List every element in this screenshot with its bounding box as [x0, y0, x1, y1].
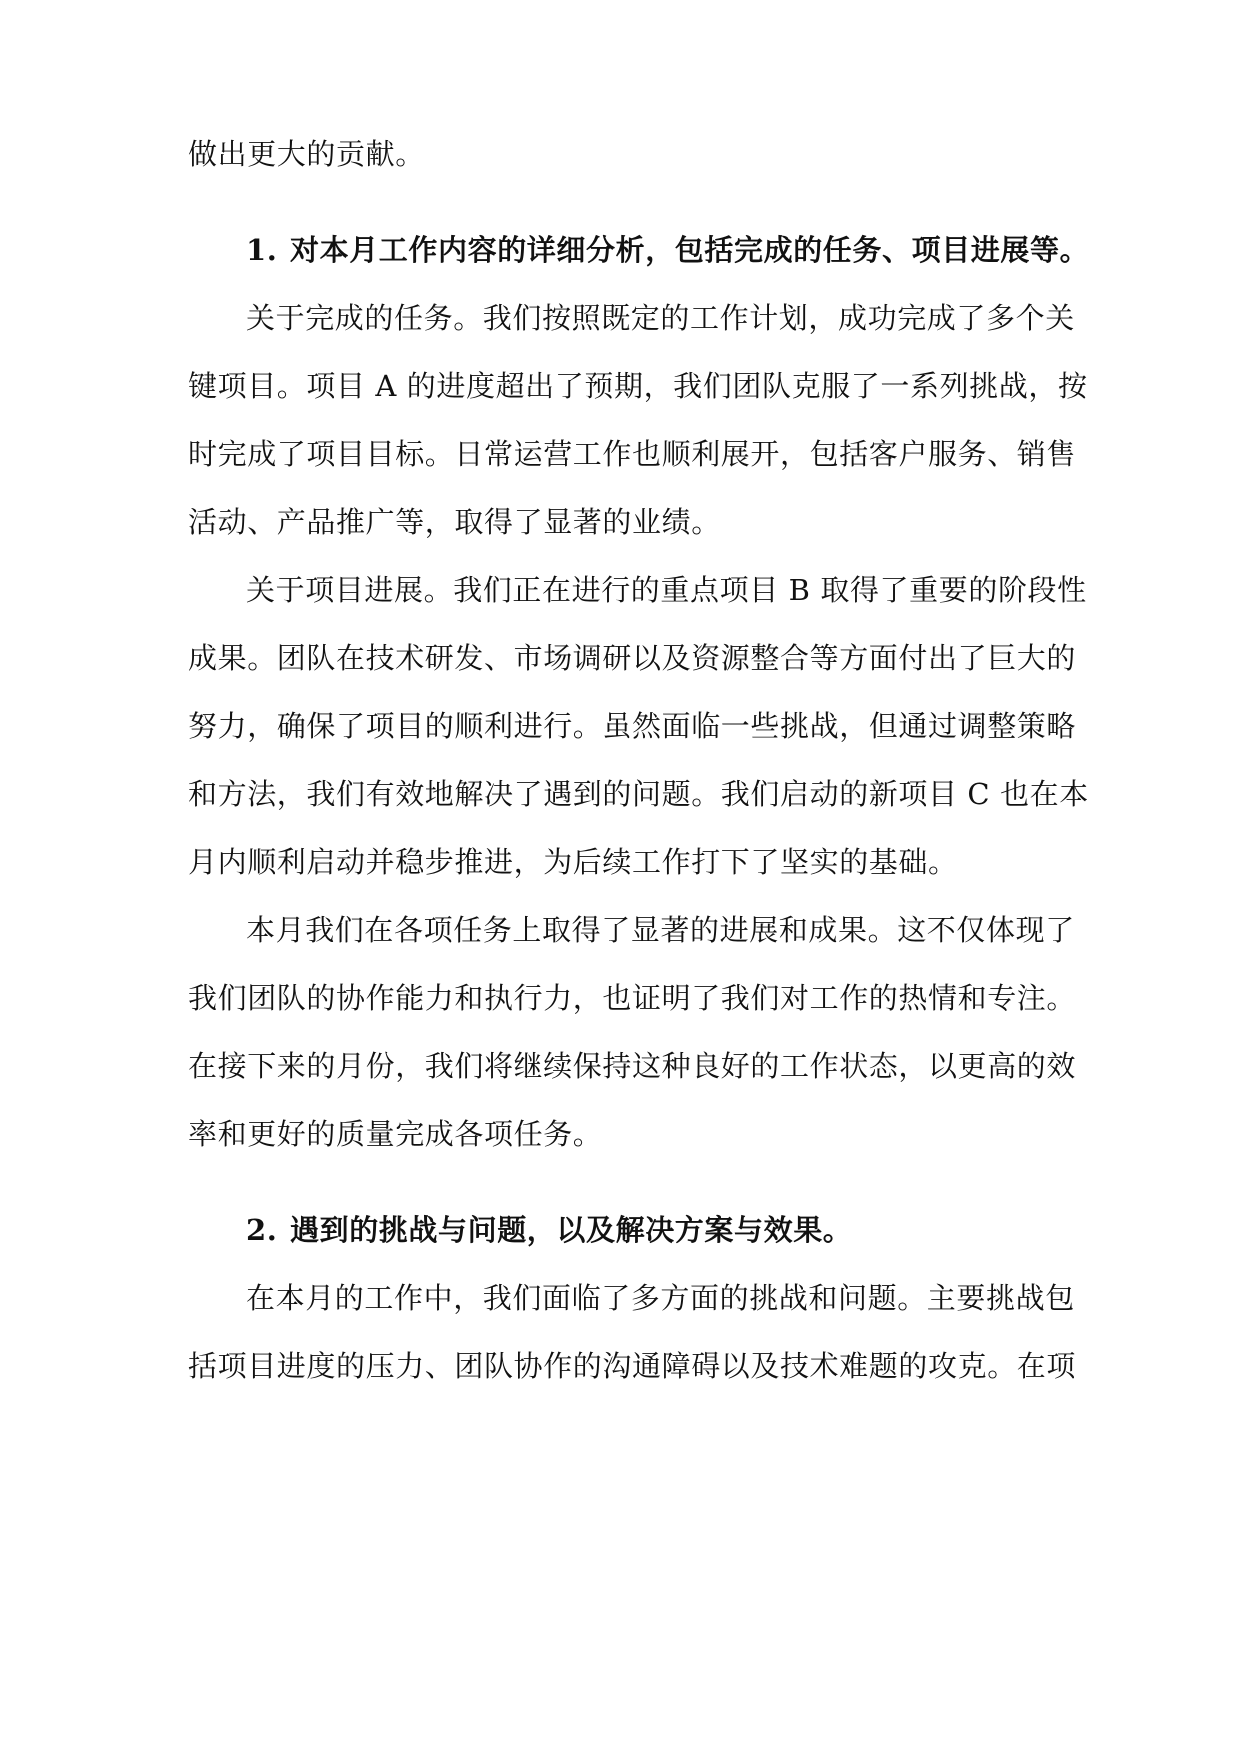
paragraph-line: 关于完成的任务。我们按照既定的工作计划，成功完成了多个关	[246, 301, 1075, 335]
section-1-heading	[246, 230, 1090, 270]
section-1-title: 对本月工作内容的详细分析，包括完成的任务、项目进展等。	[290, 233, 1090, 267]
paragraph-line: 成果。团队在技术研发、市场调研以及资源整合等方面付出了巨大的	[188, 641, 1077, 675]
section-2-title: 遇到的挑战与问题，以及解决方案与效果。	[290, 1213, 853, 1247]
paragraph-line: 努力，确保了项目的顺利进行。虽然面临一些挑战，但通过调整策略	[188, 709, 1077, 743]
paragraph-line: 时完成了项目目标。日常运营工作也顺利展开，包括客户服务、销售	[188, 437, 1077, 471]
paragraph-line: 在本月的工作中，我们面临了多方面的挑战和问题。主要挑战包	[246, 1281, 1075, 1315]
paragraph-line: 在接下来的月份，我们将继续保持这种良好的工作状态，以更高的效	[188, 1049, 1077, 1083]
paragraph-line: 键项目。项目 A 的进度超出了预期，我们团队克服了一系列挑战，按	[188, 369, 1088, 403]
paragraph-line: 本月我们在各项任务上取得了显著的进展和成果。这不仅体现了	[246, 913, 1075, 947]
paragraph-line: 月内顺利启动并稳步推进，为后续工作打下了坚实的基础。	[188, 845, 958, 879]
paragraph-line: 关于项目进展。我们正在进行的重点项目 B 取得了重要的阶段性	[246, 573, 1087, 607]
section-1-number: 1.	[246, 233, 278, 267]
lead-line: 做出更大的贡献。	[188, 137, 425, 171]
paragraph-line: 率和更好的质量完成各项任务。	[188, 1117, 603, 1151]
section-2-number: 2.	[246, 1213, 278, 1247]
paragraph-line: 括项目进度的压力、团队协作的沟通障碍以及技术难题的攻克。在项	[188, 1349, 1077, 1383]
paragraph-line: 我们团队的协作能力和执行力，也证明了我们对工作的热情和专注。	[188, 981, 1077, 1015]
section-2-heading	[246, 1210, 1086, 1250]
paragraph-line: 活动、产品推广等，取得了显著的业绩。	[188, 505, 721, 539]
paragraph-line: 和方法，我们有效地解决了遇到的问题。我们启动的新项目 C 也在本	[188, 777, 1089, 811]
